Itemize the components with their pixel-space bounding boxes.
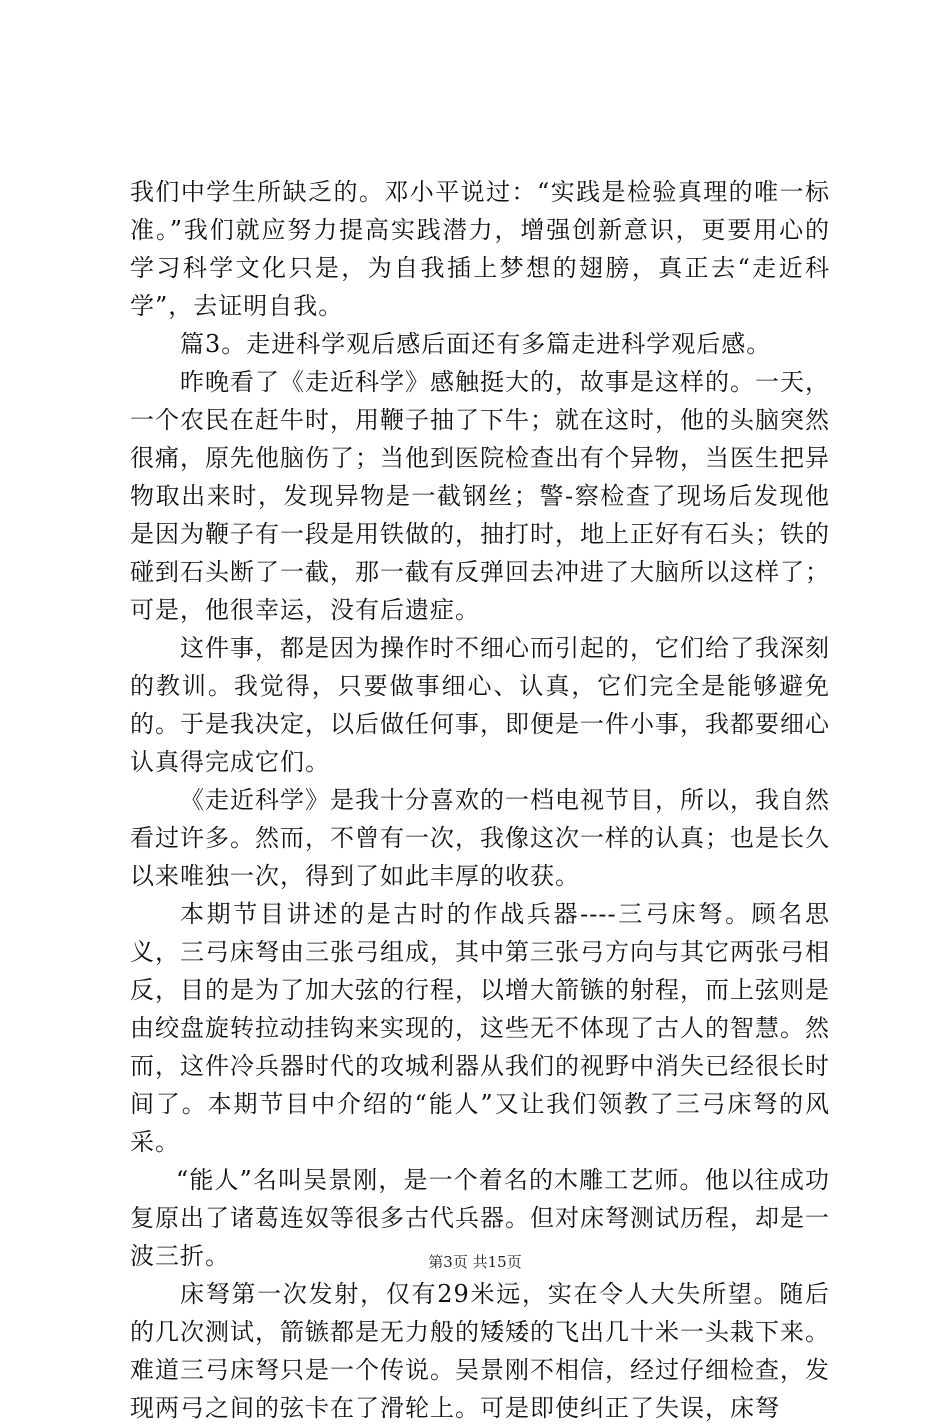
paragraph-continuation: 我们中学生所缺乏的。邓小平说过：“实践是检验真理的唯一标准。”我们就应努力提高实践潜力，增强创新意识，更要用心的学习科学文化只是，为自我插上梦想的翅膀，真正去“走近科学”，去证明自我。	[130, 178, 830, 320]
document-body	[130, 173, 830, 1427]
page-number-footer: 第3页 共15页	[428, 1253, 522, 1271]
paragraph-test-firing: 床弩第一次发射，仅有29米远，实在令人大失所望。随后的几次测试，箭镞都是无力般的矮矮的飞出几十米一头栽下来。难道三弓床弩只是一个传说。吴景刚不相信，经过仔细检查，发现两弓之间的弦卡在了滑轮上。可是即使纠正了失误，床弩	[130, 1280, 830, 1422]
paragraph-section-heading: 篇3。走进科学观后感后面还有多篇走进科学观后感。	[180, 330, 772, 358]
paragraph-crossbow-description: 本期节目讲述的是古时的作战兵器----三弓床弩。顾名思义，三弓床弩由三张弓组成，其中第三张弓方向与其它两张弓相反，目的是为了加大弦的行程，以增大箭镞的射程，而上弦则是由绞盘旋转拉动挂钩来实现的，这些无不体现了古人的智慧。然而，这件冷兵器时代的攻城利器从我们的视野中消失已经很长时间了。本期节目中介绍的“能人”又让我们领教了三弓床弩的风采。	[130, 900, 830, 1156]
paragraph-lesson: 这件事，都是因为操作时不细心而引起的，它们给了我深刻的教训。我觉得，只要做事细心、认真，它们完全是能够避免的。于是我决定，以后做任何事，即便是一件小事，我都要细心认真得完成它们。	[130, 634, 830, 776]
paragraph-craftsman: “能人”名叫吴景刚，是一个着名的木雕工艺师。他以往成功复原出了诸葛连奴等很多古代兵器。但对床弩测试历程，却是一波三折。	[130, 1166, 830, 1270]
paragraph-story: 昨晚看了《走近科学》感触挺大的，故事是这样的。一天，一个农民在赶牛时，用鞭子抽了下牛；就在这时，他的头脑突然很痛，原先他脑伤了；当他到医院检查出有个异物，当医生把异物取出来时，发现异物是一截钢丝；警-察检查了现场后发现他是因为鞭子有一段是用铁做的，抽打时，地上正好有石头；铁的碰到石头断了一截，那一截有反弹回去冲进了大脑所以这样了；可是，他很幸运，没有后遗症。	[130, 368, 830, 624]
paragraph-program-intro: 《走近科学》是我十分喜欢的一档电视节目，所以，我自然看过许多。然而，不曾有一次，我像这次一样的认真；也是长久以来唯独一次，得到了如此丰厚的收获。	[130, 786, 830, 890]
